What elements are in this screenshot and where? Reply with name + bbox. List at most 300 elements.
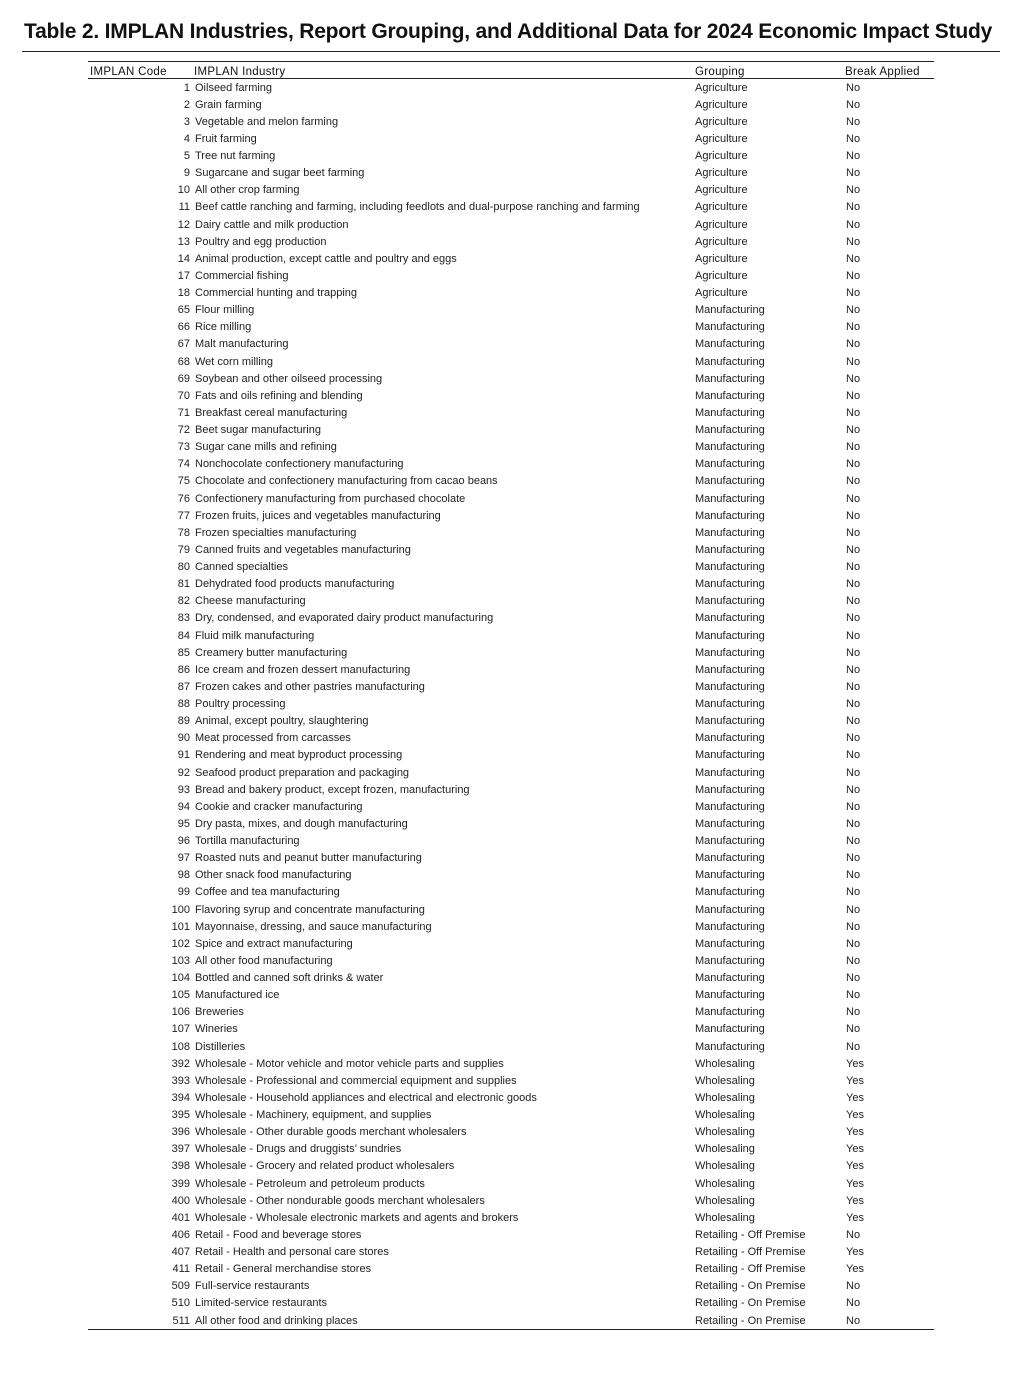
implan-industry-cell: Bread and bakery product, except frozen, manufacturing [195, 783, 470, 796]
break-applied-cell: No [846, 304, 861, 317]
implan-code-cell: 73 [177, 441, 190, 454]
implan-code-cell: 93 [177, 783, 190, 796]
implan-industry-cell: Chocolate and confectionery manufacturing from cacao beans [195, 475, 498, 488]
implan-code-cell: 398 [171, 1160, 190, 1173]
grouping-cell: Manufacturing [695, 406, 765, 419]
table-row [88, 1244, 934, 1261]
break-applied-cell: Yes [846, 1143, 864, 1156]
table-row [88, 541, 934, 558]
implan-code-cell: 104 [171, 972, 190, 985]
grouping-cell: Manufacturing [695, 920, 765, 933]
implan-code-cell: 399 [171, 1177, 190, 1190]
implan-code-cell: 392 [171, 1057, 190, 1070]
grouping-cell: Manufacturing [695, 886, 765, 899]
grouping-cell: Manufacturing [695, 321, 765, 334]
grouping-cell: Agriculture [695, 287, 748, 300]
grouping-cell: Agriculture [695, 201, 748, 214]
implan-industry-cell: All other food and drinking places [195, 1314, 358, 1327]
break-applied-cell: No [846, 372, 861, 385]
implan-code-cell: 102 [171, 937, 190, 950]
break-applied-cell: No [846, 150, 861, 163]
implan-code-cell: 400 [171, 1194, 190, 1207]
break-applied-cell: No [846, 424, 861, 437]
table-row [88, 79, 934, 97]
grouping-cell: Manufacturing [695, 338, 765, 351]
implan-code-cell: 393 [171, 1074, 190, 1087]
grouping-cell: Wholesaling [695, 1194, 755, 1207]
break-applied-cell: No [846, 886, 861, 899]
implan-industry-cell: Tree nut farming [195, 150, 276, 163]
grouping-cell: Manufacturing [695, 372, 765, 385]
break-applied-cell: No [846, 475, 861, 488]
implan-code-cell: 396 [171, 1126, 190, 1139]
table-row [88, 1021, 934, 1038]
grouping-cell: Manufacturing [695, 441, 765, 454]
break-applied-cell: No [846, 1006, 861, 1019]
table-row [88, 1312, 934, 1330]
implan-code-cell: 67 [177, 338, 190, 351]
implan-code-cell: 511 [172, 1314, 190, 1327]
implan-code-cell: 509 [171, 1280, 190, 1293]
implan-code-cell: 84 [177, 629, 190, 642]
grouping-cell: Manufacturing [695, 1023, 765, 1036]
table-body [88, 79, 934, 1330]
grouping-cell: Wholesaling [695, 1160, 755, 1173]
break-applied-cell: No [846, 218, 861, 231]
implan-industry-cell: Cheese manufacturing [195, 595, 306, 608]
break-applied-cell: No [846, 937, 861, 950]
grouping-cell: Manufacturing [695, 458, 765, 471]
break-applied-cell: Yes [846, 1126, 864, 1139]
table-row [88, 661, 934, 678]
grouping-cell: Retailing - Off Premise [695, 1228, 806, 1241]
implan-industry-cell: Dry, condensed, and evaporated dairy product manufacturing [195, 612, 494, 625]
implan-industry-cell: Frozen fruits, juices and vegetables manufacturing [195, 509, 441, 522]
implan-code-cell: 83 [177, 612, 190, 625]
grouping-cell: Manufacturing [695, 475, 765, 488]
implan-industries-table [88, 61, 934, 1330]
break-applied-cell: No [846, 1314, 861, 1327]
implan-industry-cell: Oilseed farming [195, 81, 273, 94]
implan-code-cell: 91 [177, 749, 190, 762]
implan-code-cell: 2 [183, 98, 190, 111]
grouping-cell: Manufacturing [695, 304, 765, 317]
implan-industry-cell: Limited-service restaurants [195, 1297, 328, 1310]
table-row [88, 370, 934, 387]
table-row [88, 165, 934, 182]
grouping-cell: Agriculture [695, 184, 748, 197]
table-row [88, 1209, 934, 1226]
grouping-cell: Manufacturing [695, 783, 765, 796]
implan-industry-cell: Full-service restaurants [195, 1280, 310, 1293]
implan-code-cell: 397 [171, 1143, 190, 1156]
grouping-cell: Agriculture [695, 132, 748, 145]
grouping-cell: Manufacturing [695, 972, 765, 985]
table-row [88, 233, 934, 250]
grouping-cell: Manufacturing [695, 509, 765, 522]
implan-industry-cell: Tortilla manufacturing [195, 835, 300, 848]
implan-industry-cell: Wholesale - Motor vehicle and motor vehicle parts and supplies [195, 1057, 504, 1070]
implan-code-cell: 71 [177, 406, 190, 419]
implan-code-cell: 106 [171, 1006, 190, 1019]
break-applied-cell: No [846, 852, 861, 865]
implan-industry-cell: Rendering and meat byproduct processing [195, 749, 403, 762]
implan-code-cell: 10 [177, 184, 190, 197]
break-applied-cell: No [846, 749, 861, 762]
grouping-cell: Agriculture [695, 269, 748, 282]
implan-industry-cell: Wholesale - Professional and commercial equipment and supplies [195, 1074, 517, 1087]
implan-code-cell: 3 [183, 115, 190, 128]
break-applied-cell: Yes [846, 1263, 864, 1276]
break-applied-cell: No [846, 1280, 861, 1293]
table-row [88, 884, 934, 901]
break-applied-cell: No [846, 98, 861, 111]
implan-industry-cell: Beef cattle ranching and farming, including feedlots and dual-purpose ranching and farming [195, 201, 640, 214]
table-row [88, 918, 934, 935]
grouping-cell: Manufacturing [695, 663, 765, 676]
break-applied-cell: No [846, 287, 861, 300]
break-applied-cell: No [846, 612, 861, 625]
implan-industry-cell: Dry pasta, mixes, and dough manufacturing [195, 817, 408, 830]
implan-code-cell: 75 [177, 475, 190, 488]
implan-industry-cell: Wholesale - Other nondurable goods merchant wholesalers [195, 1194, 485, 1207]
break-applied-cell: No [846, 526, 861, 539]
table-row [88, 833, 934, 850]
table-row [88, 987, 934, 1004]
grouping-cell: Wholesaling [695, 1109, 755, 1122]
table-row [88, 387, 934, 404]
implan-industry-cell: Wholesale - Other durable goods merchant wholesalers [195, 1126, 467, 1139]
implan-industry-cell: Wholesale - Petroleum and petroleum products [195, 1177, 425, 1190]
table-row [88, 1107, 934, 1124]
grouping-cell: Manufacturing [695, 954, 765, 967]
implan-code-cell: 11 [178, 201, 190, 214]
grouping-cell: Retailing - On Premise [695, 1280, 806, 1293]
table-title: Table 2. IMPLAN Industries, Report Grouping, and Additional Data for 2024 Economic Impact Study [24, 20, 993, 43]
implan-industry-cell: Fluid milk manufacturing [195, 629, 315, 642]
grouping-cell: Retailing - Off Premise [695, 1246, 806, 1259]
implan-code-cell: 77 [177, 509, 190, 522]
break-applied-cell: No [846, 817, 861, 830]
implan-industry-cell: Grain farming [195, 98, 262, 111]
break-applied-cell: No [846, 458, 861, 471]
grouping-cell: Manufacturing [695, 646, 765, 659]
table-row [88, 1038, 934, 1055]
break-applied-cell: No [846, 235, 861, 248]
table-row [88, 1175, 934, 1192]
implan-code-cell: 101 [171, 920, 190, 933]
grouping-cell: Manufacturing [695, 852, 765, 865]
break-applied-cell: No [846, 1228, 861, 1241]
implan-code-cell: 96 [177, 835, 190, 848]
implan-industry-cell: Wholesale - Machinery, equipment, and supplies [195, 1109, 432, 1122]
break-applied-cell: No [846, 269, 861, 282]
break-applied-cell: Yes [846, 1109, 864, 1122]
table-row [88, 1158, 934, 1175]
implan-code-cell: 80 [177, 561, 190, 574]
implan-code-cell: 99 [177, 886, 190, 899]
table-row [88, 285, 934, 302]
table-row [88, 850, 934, 867]
implan-code-cell: 510 [171, 1297, 190, 1310]
grouping-cell: Wholesaling [695, 1057, 755, 1070]
implan-industry-cell: Retail - Food and beverage stores [195, 1228, 362, 1241]
break-applied-cell: No [846, 663, 861, 676]
implan-code-cell: 100 [171, 903, 190, 916]
grouping-cell: Manufacturing [695, 869, 765, 882]
implan-industry-cell: Breweries [195, 1006, 244, 1019]
table-row [88, 730, 934, 747]
grouping-cell: Manufacturing [695, 424, 765, 437]
implan-code-cell: 107 [171, 1023, 190, 1036]
grouping-cell: Manufacturing [695, 578, 765, 591]
grouping-cell: Manufacturing [695, 1006, 765, 1019]
break-applied-cell: No [846, 646, 861, 659]
implan-code-cell: 401 [171, 1211, 190, 1224]
break-applied-cell: Yes [846, 1057, 864, 1070]
break-applied-cell: No [846, 783, 861, 796]
title-underline [22, 51, 1000, 52]
grouping-cell: Manufacturing [695, 817, 765, 830]
column-header-grouping: Grouping [695, 66, 745, 78]
break-applied-cell: Yes [846, 1194, 864, 1207]
implan-code-cell: 103 [171, 954, 190, 967]
break-applied-cell: No [846, 355, 861, 368]
break-applied-cell: No [846, 543, 861, 556]
table-row [88, 404, 934, 421]
break-applied-cell: No [846, 1023, 861, 1036]
implan-industry-cell: Fruit farming [195, 132, 257, 145]
implan-code-cell: 66 [177, 321, 190, 334]
break-applied-cell: No [846, 800, 861, 813]
implan-code-cell: 395 [171, 1109, 190, 1122]
implan-industry-cell: Nonchocolate confectionery manufacturing [195, 458, 404, 471]
implan-code-cell: 69 [177, 372, 190, 385]
grouping-cell: Agriculture [695, 98, 748, 111]
implan-industry-cell: Creamery butter manufacturing [195, 646, 348, 659]
implan-industry-cell: Beet sugar manufacturing [195, 424, 321, 437]
grouping-cell: Manufacturing [695, 389, 765, 402]
grouping-cell: Wholesaling [695, 1143, 755, 1156]
implan-industry-cell: Distilleries [195, 1040, 246, 1053]
implan-code-cell: 86 [177, 663, 190, 676]
implan-code-cell: 108 [171, 1040, 190, 1053]
implan-code-cell: 5 [183, 150, 190, 163]
column-header-implan-industry: IMPLAN Industry [194, 66, 286, 78]
grouping-cell: Manufacturing [695, 732, 765, 745]
implan-industry-cell: Frozen specialties manufacturing [195, 526, 357, 539]
implan-industry-cell: Rice milling [195, 321, 252, 334]
implan-code-cell: 17 [177, 269, 190, 282]
table-row [88, 439, 934, 456]
break-applied-cell: No [846, 406, 861, 419]
table-row [88, 1124, 934, 1141]
break-applied-cell: No [846, 629, 861, 642]
break-applied-cell: No [846, 338, 861, 351]
break-applied-cell: No [846, 321, 861, 334]
grouping-cell: Retailing - On Premise [695, 1314, 806, 1327]
break-applied-cell: No [846, 578, 861, 591]
implan-industry-cell: Poultry processing [195, 698, 286, 711]
table-row [88, 1141, 934, 1158]
implan-industry-cell: Commercial hunting and trapping [195, 287, 358, 300]
implan-industry-cell: Flour milling [195, 304, 255, 317]
implan-industry-cell: Cookie and cracker manufacturing [195, 800, 363, 813]
implan-code-cell: 18 [177, 287, 190, 300]
column-header-implan-code: IMPLAN Code [90, 66, 167, 78]
grouping-cell: Manufacturing [695, 715, 765, 728]
grouping-cell: Agriculture [695, 150, 748, 163]
break-applied-cell: Yes [846, 1177, 864, 1190]
table-row [88, 148, 934, 165]
table-row [88, 524, 934, 541]
break-applied-cell: No [846, 509, 861, 522]
table-row [88, 1055, 934, 1072]
implan-industry-cell: Ice cream and frozen dessert manufacturing [195, 663, 411, 676]
break-applied-cell: No [846, 492, 861, 505]
grouping-cell: Agriculture [695, 167, 748, 180]
break-applied-cell: No [846, 680, 861, 693]
implan-code-cell: 411 [172, 1263, 190, 1276]
grouping-cell: Manufacturing [695, 355, 765, 368]
table-row [88, 1089, 934, 1106]
implan-industry-cell: Flavoring syrup and concentrate manufacturing [195, 903, 425, 916]
implan-code-cell: 105 [171, 989, 190, 1002]
implan-industry-cell: Meat processed from carcasses [195, 732, 351, 745]
table-row [88, 901, 934, 918]
grouping-cell: Manufacturing [695, 492, 765, 505]
break-applied-cell: No [846, 167, 861, 180]
implan-industry-cell: Dehydrated food products manufacturing [195, 578, 395, 591]
table-row [88, 422, 934, 439]
implan-code-cell: 85 [177, 646, 190, 659]
grouping-cell: Manufacturing [695, 749, 765, 762]
break-applied-cell: No [846, 954, 861, 967]
table-row [88, 678, 934, 695]
implan-code-cell: 74 [177, 458, 190, 471]
table-row [88, 199, 934, 216]
table-row [88, 113, 934, 130]
break-applied-cell: No [846, 972, 861, 985]
grouping-cell: Wholesaling [695, 1211, 755, 1224]
table-row [88, 267, 934, 284]
implan-industry-cell: Breakfast cereal manufacturing [195, 406, 348, 419]
grouping-cell: Manufacturing [695, 937, 765, 950]
implan-code-cell: 79 [177, 543, 190, 556]
implan-industry-cell: Retail - Health and personal care stores [195, 1246, 389, 1259]
table-row [88, 250, 934, 267]
implan-code-cell: 1 [183, 81, 190, 94]
break-applied-cell: No [846, 201, 861, 214]
table-row [88, 1192, 934, 1209]
break-applied-cell: Yes [846, 1160, 864, 1173]
implan-code-cell: 92 [177, 766, 190, 779]
table-row [88, 1261, 934, 1278]
grouping-cell: Manufacturing [695, 698, 765, 711]
grouping-cell: Manufacturing [695, 526, 765, 539]
table-row [88, 1278, 934, 1295]
table-row [88, 713, 934, 730]
break-applied-cell: Yes [846, 1246, 864, 1259]
implan-code-cell: 13 [177, 235, 190, 248]
table-row [88, 576, 934, 593]
implan-code-cell: 4 [183, 132, 190, 145]
break-applied-cell: No [846, 989, 861, 1002]
table-row [88, 182, 934, 199]
table-row [88, 627, 934, 644]
implan-industry-cell: Spice and extract manufacturing [195, 937, 353, 950]
table-row [88, 96, 934, 113]
grouping-cell: Wholesaling [695, 1177, 755, 1190]
table-row [88, 815, 934, 832]
implan-code-cell: 82 [177, 595, 190, 608]
break-applied-cell: Yes [846, 1091, 864, 1104]
implan-industry-cell: Canned specialties [195, 561, 288, 574]
implan-code-cell: 406 [171, 1228, 190, 1241]
column-header-break-applied: Break Applied [845, 66, 920, 78]
table-row [88, 507, 934, 524]
implan-industry-cell: Retail - General merchandise stores [195, 1263, 372, 1276]
break-applied-cell: No [846, 920, 861, 933]
grouping-cell: Agriculture [695, 252, 748, 265]
implan-industry-cell: Poultry and egg production [195, 235, 327, 248]
break-applied-cell: No [846, 252, 861, 265]
implan-code-cell: 90 [177, 732, 190, 745]
implan-code-cell: 76 [177, 492, 190, 505]
implan-industry-cell: Confectionery manufacturing from purchased chocolate [195, 492, 466, 505]
table-header [88, 62, 934, 79]
break-applied-cell: No [846, 389, 861, 402]
implan-industry-cell: Wholesale - Household appliances and electrical and electronic goods [195, 1091, 537, 1104]
break-applied-cell: No [846, 715, 861, 728]
implan-code-cell: 94 [177, 800, 190, 813]
implan-code-cell: 68 [177, 355, 190, 368]
break-applied-cell: No [846, 1297, 861, 1310]
implan-code-cell: 98 [177, 869, 190, 882]
implan-code-cell: 394 [171, 1091, 190, 1104]
table-row [88, 798, 934, 815]
table-row [88, 1226, 934, 1243]
grouping-cell: Manufacturing [695, 766, 765, 779]
table-row [88, 610, 934, 627]
table-row [88, 559, 934, 576]
implan-code-cell: 407 [171, 1246, 190, 1259]
implan-industry-cell: Dairy cattle and milk production [195, 218, 349, 231]
implan-industry-cell: Other snack food manufacturing [195, 869, 352, 882]
grouping-cell: Manufacturing [695, 629, 765, 642]
implan-industry-cell: Sugarcane and sugar beet farming [195, 167, 365, 180]
implan-industry-cell: Canned fruits and vegetables manufacturing [195, 543, 411, 556]
table-row [88, 1072, 934, 1089]
implan-industry-cell: All other crop farming [195, 184, 300, 197]
table-row [88, 130, 934, 147]
break-applied-cell: No [846, 132, 861, 145]
break-applied-cell: Yes [846, 1074, 864, 1087]
implan-industry-cell: Malt manufacturing [195, 338, 289, 351]
table-row [88, 353, 934, 370]
grouping-cell: Wholesaling [695, 1126, 755, 1139]
grouping-cell: Agriculture [695, 235, 748, 248]
break-applied-cell: No [846, 595, 861, 608]
table-row [88, 952, 934, 969]
grouping-cell: Wholesaling [695, 1074, 755, 1087]
break-applied-cell: No [846, 869, 861, 882]
implan-industry-cell: Wet corn milling [195, 355, 274, 368]
implan-industry-cell: Seafood product preparation and packaging [195, 766, 410, 779]
implan-code-cell: 9 [183, 167, 190, 180]
implan-code-cell: 95 [177, 817, 190, 830]
table-row [88, 302, 934, 319]
